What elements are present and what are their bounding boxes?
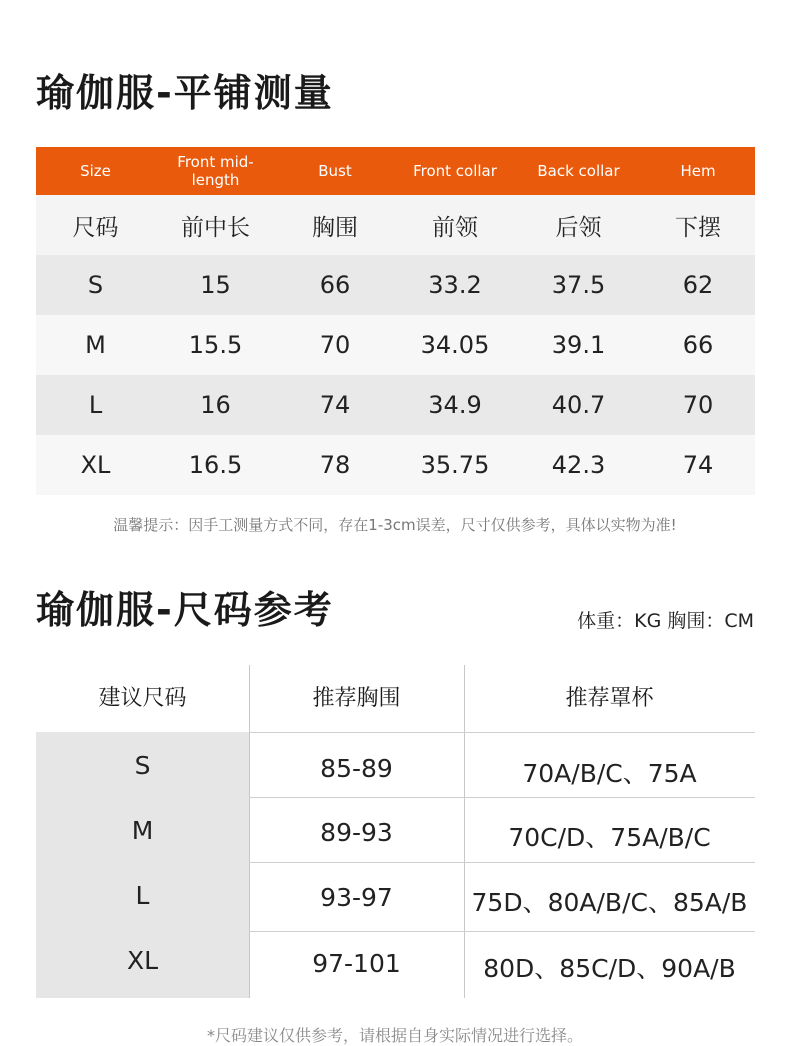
size-cell: S — [134, 751, 151, 780]
header-recommended-cup: 推荐罩杯 — [565, 686, 654, 711]
table-cell: 34.05 — [420, 331, 490, 359]
table-cell: 74 — [319, 391, 351, 419]
measure-header-cn — [36, 195, 755, 255]
table-cell: 33.2 — [428, 271, 482, 299]
header-cn-cell: 下摆 — [675, 214, 721, 241]
table-cell: XL — [80, 451, 111, 479]
header-size: Size — [80, 162, 111, 180]
table-cell: 42.3 — [551, 451, 606, 479]
measure-note: 温馨提示：因手工测量方式不同，存在1-3cm误差，尺寸仅供参考，具体以实物为准! — [113, 516, 677, 534]
table-cell: 16 — [200, 391, 231, 419]
header-front-mid-length: Front mid-length — [177, 153, 254, 189]
header-suggested-size: 建议尺码 — [98, 686, 187, 711]
row-divider — [249, 797, 755, 798]
cup-cell: 80D、85C/D、90A/B — [483, 954, 736, 983]
header-bust: Bust — [318, 162, 352, 180]
header-recommended-bust: 推荐胸围 — [312, 686, 401, 711]
table-row — [36, 255, 755, 315]
table-cell: 16.5 — [188, 451, 243, 479]
table-cell: 70 — [682, 391, 714, 419]
header-cn-cell: 后领 — [555, 214, 602, 241]
size-cell: XL — [126, 946, 159, 975]
row-divider — [249, 732, 755, 733]
table-cell: 78 — [319, 451, 351, 479]
row-divider — [249, 931, 755, 932]
row-divider — [249, 862, 755, 863]
reference-note: *尺码建议仅供参考，请根据自身实际情况进行选择。 — [206, 1026, 583, 1045]
table-cell: S — [87, 271, 104, 299]
table-cell: 62 — [682, 271, 714, 299]
reference-header — [36, 665, 755, 732]
table-cell: 39.1 — [551, 331, 606, 359]
table-cell: 66 — [319, 271, 351, 299]
measure-title: 瑜伽服-平铺测量 — [36, 71, 334, 115]
bust-cell: 85-89 — [320, 754, 393, 783]
units-label: 体重：KG 胸围：CM — [577, 610, 754, 632]
table-row — [36, 375, 755, 435]
measure-header-en — [36, 147, 755, 195]
bust-cell: 97-101 — [312, 949, 401, 978]
header-cn-cell: 尺码 — [72, 214, 119, 241]
header-hem: Hem — [680, 162, 716, 180]
reference-table — [36, 665, 755, 998]
size-cell: L — [135, 881, 150, 910]
bust-cell: 89-93 — [320, 818, 393, 847]
table-row — [36, 435, 755, 495]
table-cell: 66 — [682, 331, 714, 359]
bust-cell: 93-97 — [320, 883, 393, 912]
header-back-collar: Back collar — [537, 162, 620, 180]
table-cell: 15.5 — [188, 331, 243, 359]
table-cell: 40.7 — [551, 391, 606, 419]
cup-cell: 70A/B/C、75A — [522, 759, 697, 788]
cup-cell: 75D、80A/B/C、85A/B — [471, 888, 748, 917]
size-cell: M — [131, 816, 154, 845]
table-cell: L — [88, 391, 103, 419]
reference-title: 瑜伽服-尺码参考 — [36, 588, 334, 632]
table-cell: M — [85, 331, 106, 359]
table-row — [36, 315, 755, 375]
header-front-collar: Front collar — [413, 162, 497, 180]
cup-cell: 70C/D、75A/B/C — [508, 823, 711, 852]
header-cn-cell: 前中长 — [181, 214, 250, 241]
table-cell: 37.5 — [551, 271, 606, 299]
table-cell: 34.9 — [428, 391, 482, 419]
header-cn-cell: 前领 — [432, 214, 478, 241]
header-cn-cell: 胸围 — [312, 214, 358, 241]
table-cell: 35.75 — [420, 451, 490, 479]
table-cell: 70 — [319, 331, 351, 359]
measure-table — [36, 147, 755, 495]
table-cell: 15 — [200, 271, 231, 299]
table-cell: 74 — [682, 451, 714, 479]
